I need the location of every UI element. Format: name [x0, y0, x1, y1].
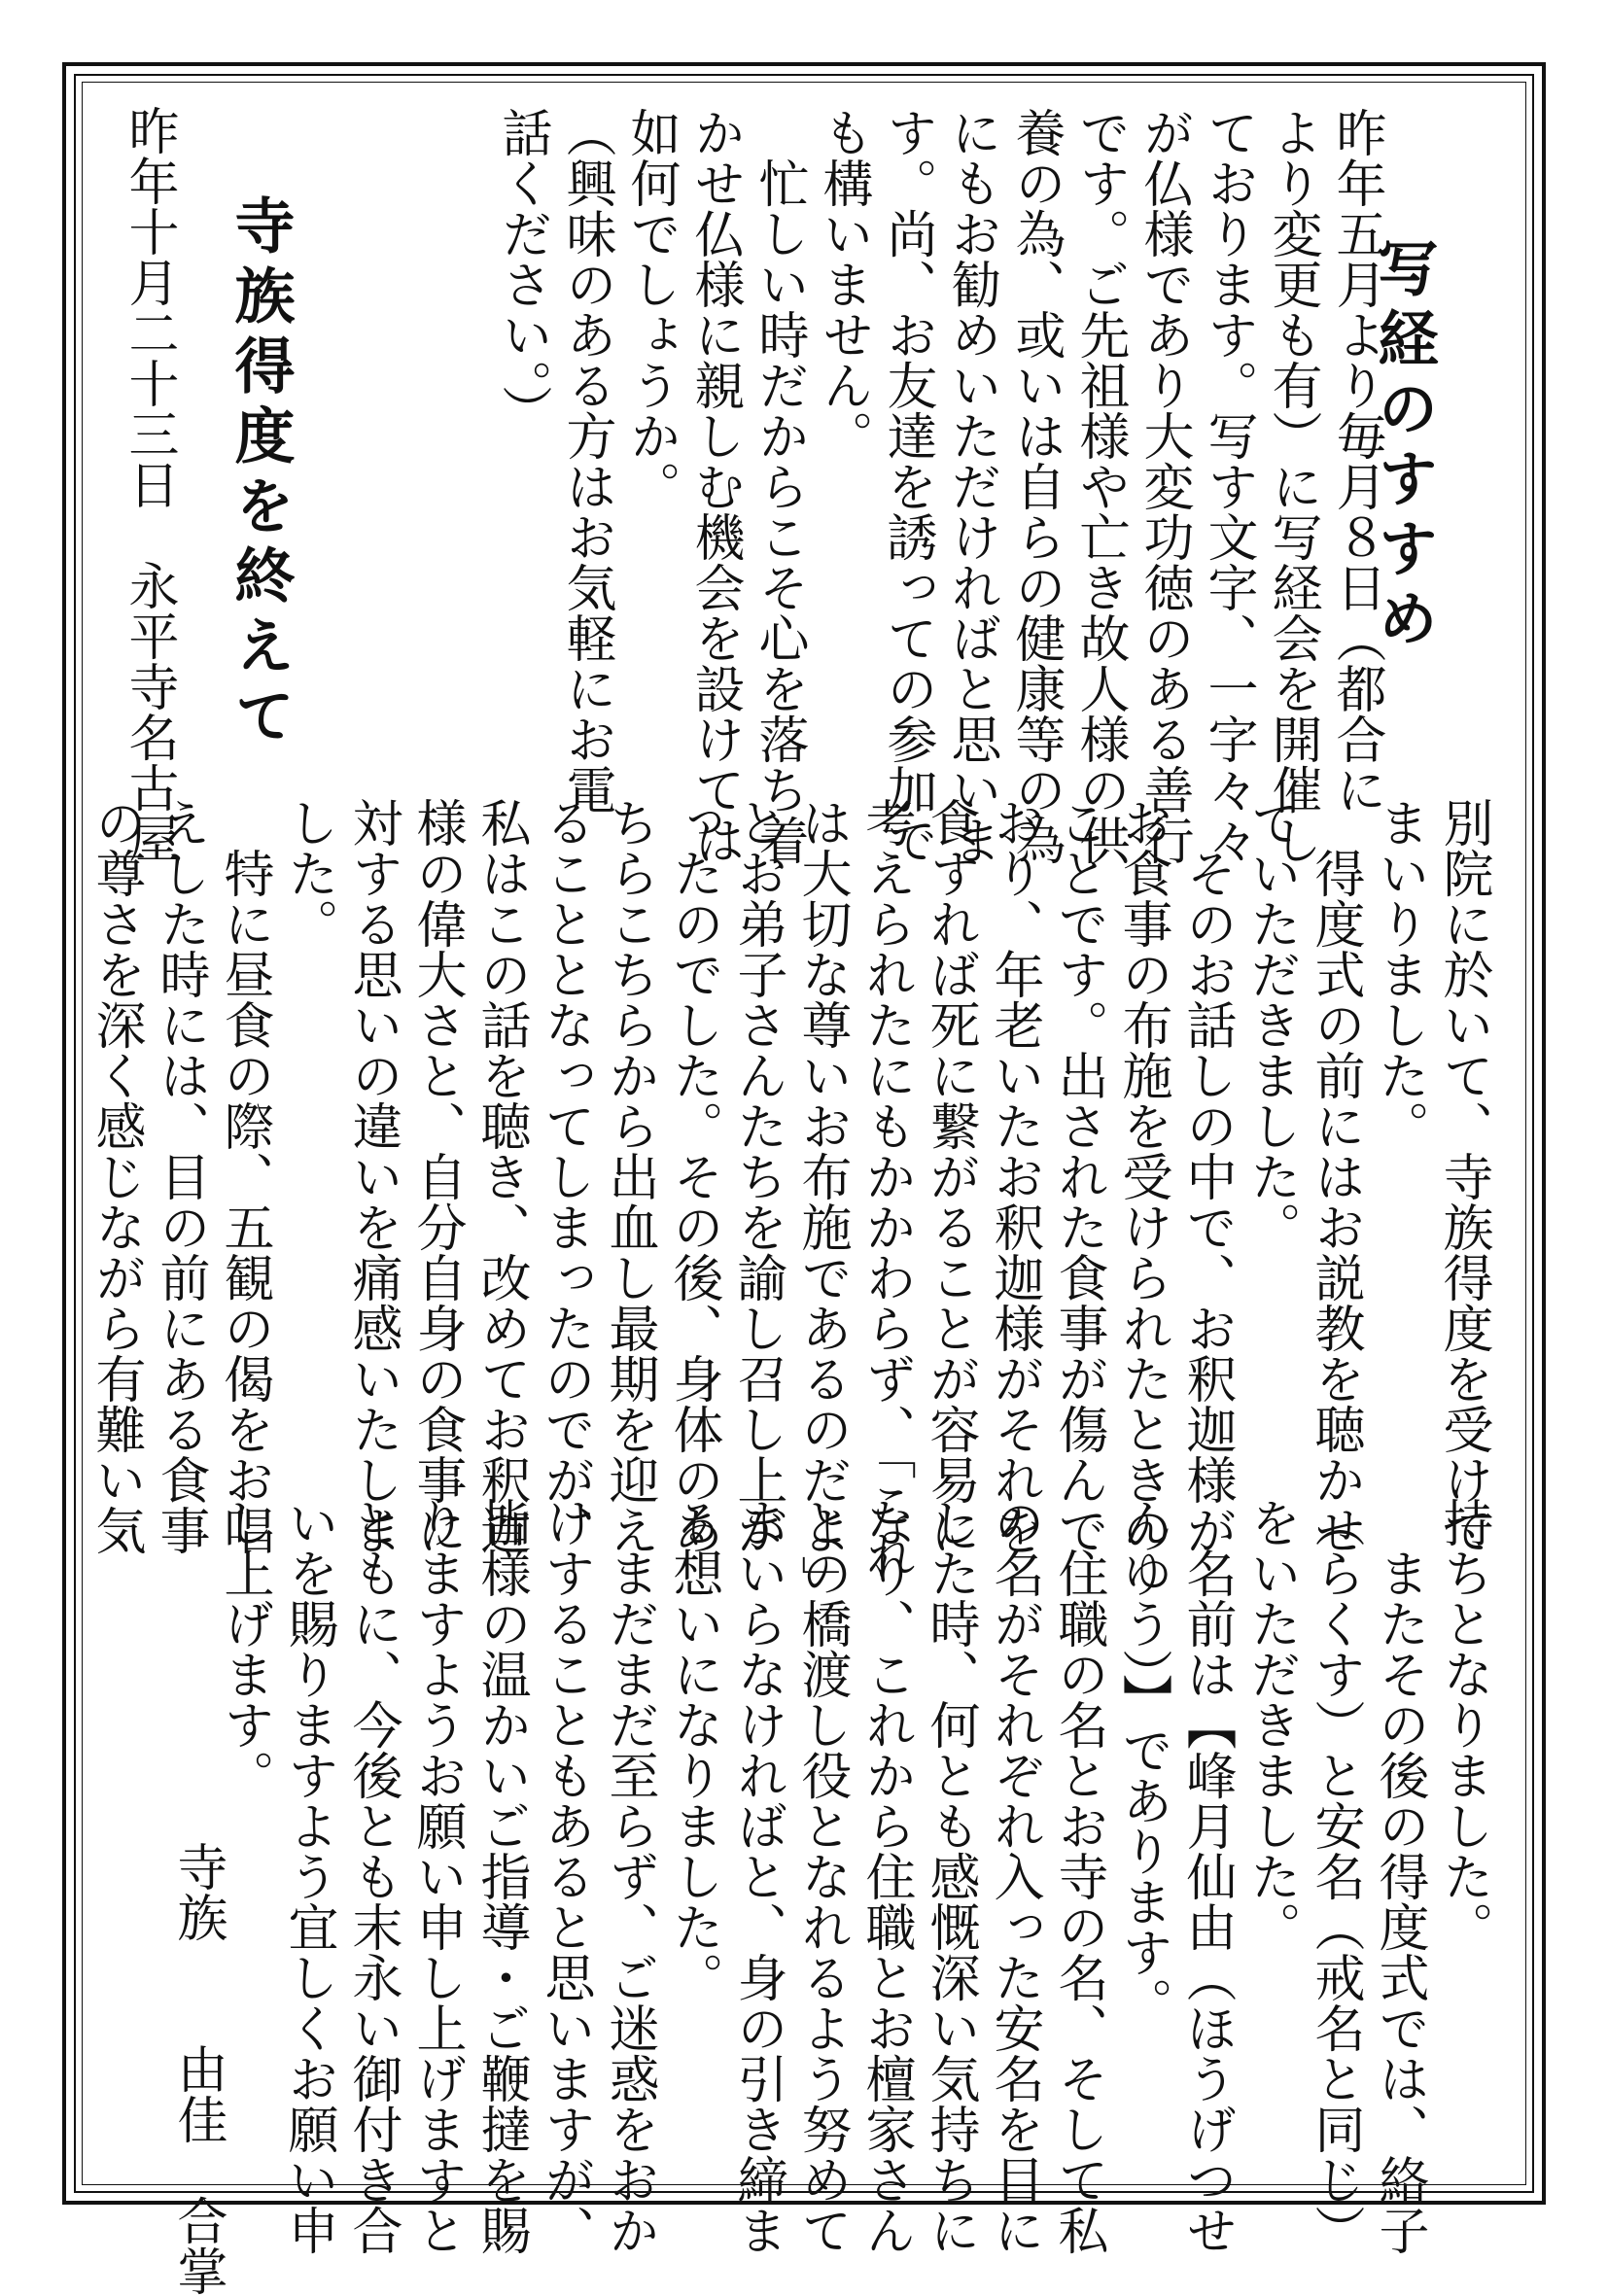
tokudo-column: し上げます。: [215, 1497, 273, 1800]
tokudo-column: 持ちとなりました。: [1434, 1497, 1492, 1952]
signature: 寺族 由佳 合掌: [168, 1841, 227, 2296]
tokudo-column: ることとなってしまったのでが、: [536, 797, 594, 1555]
tokudo-column: 様の偉大さと、自分自身の食事に: [407, 797, 466, 1555]
tokudo-column: いを賜りますよう宜しくお願い申: [279, 1497, 337, 2255]
tokudo-column: おり、年老いたお釈迦様がそれを: [985, 797, 1043, 1555]
tokudo-column: 考えられたにもかかわらず、「これ: [856, 797, 915, 1581]
shakyo-column: 養の為、或いは自らの健康等の為: [1006, 107, 1065, 865]
shakyo-column: 如何でしょうか。: [621, 107, 680, 511]
tokudo-column: とお弟子さんたちを諭し召し上が: [728, 797, 787, 1555]
shakyo-column: す。尚、お友達を誘っての参加で: [878, 107, 936, 865]
shakyo-column: かせ仏様に親しむ機会を設けては: [685, 107, 744, 865]
tokudo-column: ことです。出された食事が傷んで: [1049, 797, 1107, 1555]
tokudo-column: の尊さを深く感じながら有難い気: [87, 797, 145, 1555]
tokudo-column: まだまだ至らず、ご迷惑をおか: [600, 1497, 658, 2255]
shakyo-column: にもお勧めいただければと思いま: [942, 107, 1000, 865]
tokudo-column: 名前は【峰月仙由（ほうげつせ: [1177, 1497, 1236, 2255]
tokudo-column: なり、これから住職とお檀家さん: [856, 1497, 915, 2255]
tokudo-column: の名がそれぞれ入った安名を目に: [985, 1497, 1043, 2255]
tokudo-column: んゆう）】であります。: [1113, 1497, 1171, 2028]
tokudo-column: 別院に於いて、寺族得度を受けて: [1434, 797, 1492, 1555]
shakyo-column: ております。写す文字、一字々々: [1199, 107, 1257, 865]
tokudo-column: またその後の得度式では、絡子: [1370, 1497, 1428, 2255]
tokudo-column: ていただきました。: [1241, 797, 1300, 1252]
shakyo-column: 昨年五月より毎月８日（都合に: [1327, 107, 1385, 815]
shakyo-column: です。ご先祖様や亡き故人様の供: [1070, 107, 1129, 865]
tokudo-column: そのお話しの中で、お釈迦様が: [1177, 797, 1236, 1555]
tokudo-column: ともに、今後とも末永い御付き合: [343, 1497, 402, 2255]
tokudo-date-line: 昨年十月二十三日 永平寺名古屋: [120, 105, 178, 863]
tokudo-column: まいらなければと、身の引き締ま: [728, 1497, 787, 2255]
tokudo-column: けすることもあると思いますが、: [536, 1497, 594, 2255]
tokudo-column: る想いになりました。: [664, 1497, 722, 2002]
tokudo-bottom-body: [173, 1497, 1495, 2255]
shakyo-column: より変更も有）に写経会を開催し: [1263, 107, 1321, 865]
shakyo-column: 忙しい時だからこそ心を落ち着: [750, 107, 808, 865]
tokudo-column: えした時には、目の前にある食事: [151, 797, 209, 1555]
shakyo-column: も構いません。: [814, 107, 872, 461]
tokudo-column: 食すれば死に繋がることが容易に: [921, 797, 979, 1555]
tokudo-column: 特に昼食の際、五観の偈をお唱: [215, 797, 273, 1555]
tokudo-column: ちらこちらから出血し最期を迎え: [600, 797, 658, 1555]
tokudo-column: 私はこの話を聴き、改めてお釈迦: [472, 797, 530, 1555]
tokudo-column: りますようお願い申し上げますと: [407, 1497, 466, 2255]
tokudo-column: をいただきました。: [1241, 1497, 1300, 1952]
tokudo-column: まいりました。: [1370, 797, 1428, 1151]
shakyo-body: [493, 107, 1388, 865]
tokudo-column: 対する思いの違いを痛感いたしま: [343, 797, 402, 1555]
tokudo-column: ったのでした。その後、身体のあ: [664, 797, 722, 1555]
tokudo-column: 得度式の前にはお説教を聴かせ: [1306, 797, 1364, 1555]
tokudo-column: は大切な尊いお布施であるのだよ」: [792, 797, 851, 1606]
tokudo-column: との橋渡し役となれるよう努めて: [792, 1497, 851, 2255]
tokudo-column: 住職の名とお寺の名、そして私: [1049, 1497, 1107, 2255]
shakyo-column: が仏様であり大変功徳のある善行: [1135, 107, 1193, 865]
tokudo-middle-body: [87, 797, 1495, 1606]
tokudo-column: 皆様の温かいご指導・ご鞭撻を賜: [472, 1497, 530, 2255]
tokudo-title: 寺族得度を終えて: [225, 194, 296, 754]
tokudo-column: （らくす）と安名（戒名と同じ）: [1306, 1497, 1364, 2255]
tokudo-column: した。: [279, 797, 337, 949]
tokudo-column: した時、何とも感慨深い気持ちに: [921, 1497, 979, 2255]
tokudo-column: お食事の布施を受けられたときの: [1113, 797, 1171, 1555]
shakyo-column: （興味のある方はお気軽にお電: [557, 107, 615, 815]
shakyo-title: 写経のすすめ: [1368, 237, 1439, 657]
shakyo-column: 話ください。）: [493, 107, 551, 435]
